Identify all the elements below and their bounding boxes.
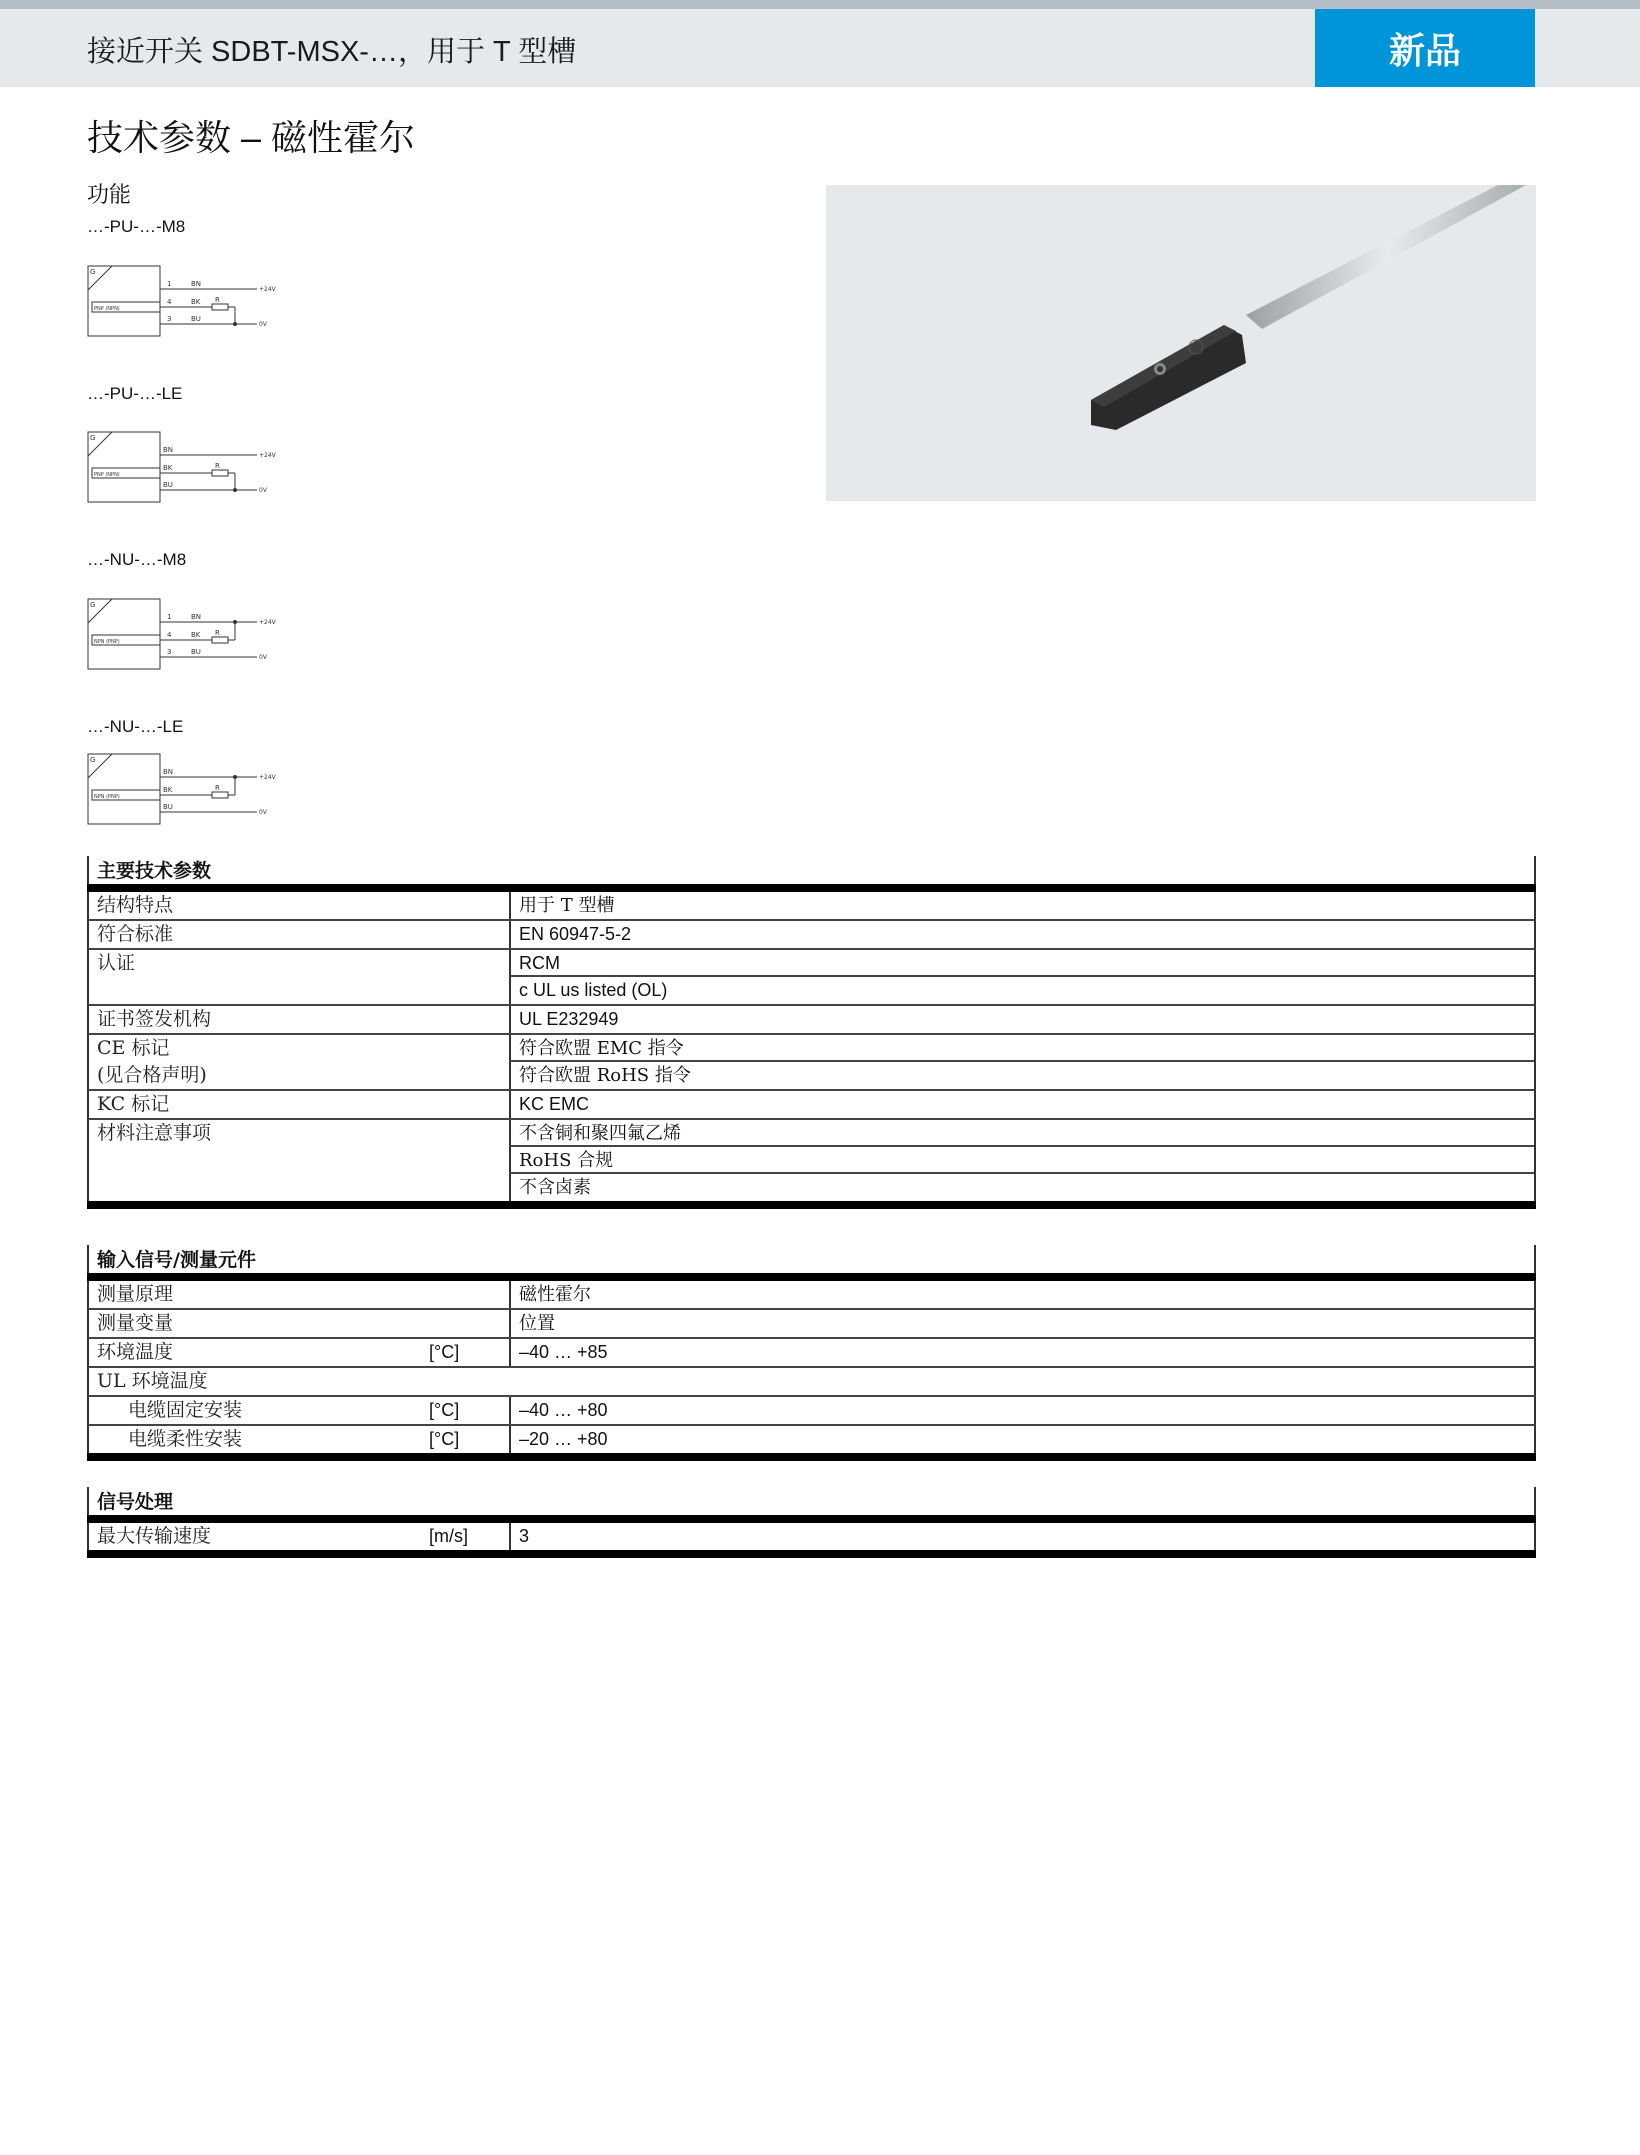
table-title: 信号处理	[87, 1487, 1536, 1515]
svg-text:R: R	[215, 462, 220, 470]
svg-text:G: G	[90, 756, 96, 764]
row-value: c UL us listed (OL)	[509, 977, 1534, 1004]
svg-text:0V: 0V	[259, 321, 267, 328]
row-value	[509, 1368, 1534, 1395]
svg-text:BN: BN	[191, 613, 202, 621]
row-value: –20 … +80	[509, 1426, 1534, 1453]
row-value: 符合欧盟 RoHS 指令	[509, 1062, 1534, 1089]
svg-text:NPN (PNP): NPN (PNP)	[94, 639, 120, 645]
row-unit: [°C]	[429, 1342, 460, 1362]
svg-text:0V: 0V	[259, 654, 267, 661]
table-row	[87, 1339, 1536, 1368]
svg-text:BK: BK	[191, 298, 201, 306]
row-value: EN 60947-5-2	[509, 921, 1534, 948]
row-label: 电缆固定安装	[128, 1399, 243, 1421]
wiring-diagram-pu-m8	[87, 262, 287, 342]
row-value: 用于 T 型槽	[509, 892, 1534, 919]
svg-text:0V: 0V	[259, 809, 267, 816]
svg-text:BU: BU	[163, 481, 173, 489]
row-label: CE 标记	[97, 1037, 170, 1059]
row-value: –40 … +80	[509, 1397, 1534, 1424]
svg-text:BN: BN	[163, 768, 174, 776]
svg-text:+24V: +24V	[259, 286, 276, 293]
variant-label: …-PU-…-LE	[87, 384, 183, 403]
row-label: 证书签发机构	[97, 1008, 212, 1030]
table-row	[87, 1120, 1536, 1147]
product-photo	[826, 185, 1536, 501]
row-label: UL 环境温度	[97, 1370, 208, 1392]
svg-text:1: 1	[167, 613, 172, 621]
svg-text:PNP (NPN): PNP (NPN)	[94, 472, 120, 478]
row-label	[89, 977, 509, 1004]
svg-text:0V: 0V	[259, 487, 267, 494]
wiring-diagram-nu-m8	[87, 595, 287, 675]
row-label: 电缆柔性安装	[128, 1428, 243, 1450]
svg-text:R: R	[215, 629, 220, 637]
row-label: KC 标记	[97, 1093, 170, 1115]
row-label	[89, 1174, 509, 1201]
svg-text:BK: BK	[163, 464, 173, 472]
svg-text:G: G	[90, 601, 96, 609]
svg-text:3: 3	[167, 315, 172, 323]
svg-text:BN: BN	[191, 280, 202, 288]
table-title: 输入信号/测量元件	[87, 1245, 1536, 1273]
table-title: 主要技术参数	[87, 856, 1536, 884]
table-row	[87, 1426, 1536, 1453]
svg-text:3: 3	[167, 648, 172, 656]
svg-text:BU: BU	[163, 803, 173, 811]
wiring-diagram-nu-le	[87, 750, 287, 830]
svg-text:BU: BU	[191, 648, 201, 656]
function-label: 功能	[87, 182, 132, 207]
divider	[87, 1273, 1536, 1281]
row-label: 测量变量	[97, 1312, 174, 1334]
input-signal-table	[87, 1245, 1536, 1461]
divider	[87, 1201, 1536, 1209]
main-specs-table	[87, 856, 1536, 1209]
table-row	[87, 921, 1536, 950]
table-row	[87, 1147, 1536, 1174]
table-row	[87, 977, 1536, 1006]
variant-label: …-NU-…-LE	[87, 717, 184, 736]
svg-text:BN: BN	[163, 446, 174, 454]
table-row	[87, 1368, 1536, 1397]
row-label: 材料注意事项	[97, 1122, 212, 1144]
svg-text:+24V: +24V	[259, 774, 276, 781]
variant-label: …-NU-…-M8	[87, 550, 187, 569]
row-label: 符合标准	[97, 923, 174, 945]
divider	[87, 1550, 1536, 1558]
table-row	[87, 1091, 1536, 1120]
svg-text:+24V: +24V	[259, 452, 276, 459]
wiring-diagram-pu-le	[87, 428, 287, 508]
row-label	[89, 1147, 509, 1174]
row-value: 不含铜和聚四氟乙烯	[509, 1120, 1534, 1147]
svg-text:BK: BK	[163, 786, 173, 794]
divider	[87, 1515, 1536, 1523]
row-label: 测量原理	[97, 1283, 174, 1305]
table-row	[87, 1006, 1536, 1035]
row-value: –40 … +85	[509, 1339, 1534, 1366]
row-unit: [m/s]	[429, 1526, 468, 1546]
variant-label: …-PU-…-M8	[87, 217, 186, 236]
svg-text:PNP (NPN): PNP (NPN)	[94, 306, 120, 312]
svg-text:R: R	[215, 784, 220, 792]
svg-text:BU: BU	[191, 315, 201, 323]
svg-text:G: G	[90, 268, 96, 276]
row-label: (见合格声明)	[97, 1064, 207, 1086]
row-value: UL E232949	[509, 1006, 1534, 1033]
row-value: RCM	[509, 950, 1534, 977]
table-row	[87, 1281, 1536, 1310]
table-row	[87, 892, 1536, 921]
page-title: 技术参数 – 磁性霍尔	[87, 117, 416, 158]
svg-text:NPN (PNP): NPN (PNP)	[94, 794, 120, 800]
svg-text:G: G	[90, 434, 96, 442]
svg-text:1: 1	[167, 280, 172, 288]
new-product-badge: 新品	[1315, 9, 1535, 87]
top-strip	[0, 0, 1640, 9]
table-row	[87, 1174, 1536, 1201]
row-value: KC EMC	[509, 1091, 1534, 1118]
header-title: 接近开关 SDBT-MSX-…，用于 T 型槽	[87, 36, 577, 68]
row-label: 环境温度	[97, 1341, 174, 1363]
row-value: 符合欧盟 EMC 指令	[509, 1035, 1534, 1062]
svg-text:+24V: +24V	[259, 619, 276, 626]
table-row	[87, 1523, 1536, 1550]
divider	[87, 884, 1536, 892]
signal-processing-table	[87, 1487, 1536, 1558]
row-unit: [°C]	[429, 1400, 460, 1420]
row-value: 3	[509, 1523, 1534, 1550]
row-unit: [°C]	[429, 1429, 460, 1449]
divider	[87, 1453, 1536, 1461]
svg-text:4: 4	[167, 298, 172, 306]
row-value: 位置	[509, 1310, 1534, 1337]
svg-text:R: R	[215, 296, 220, 304]
row-label: 结构特点	[97, 894, 174, 916]
table-row	[87, 950, 1536, 977]
table-row	[87, 1310, 1536, 1339]
svg-text:BK: BK	[191, 631, 201, 639]
row-value: 磁性霍尔	[509, 1281, 1534, 1308]
svg-text:4: 4	[167, 631, 172, 639]
table-row	[87, 1062, 1536, 1091]
table-row	[87, 1035, 1536, 1062]
row-value: RoHS 合规	[509, 1147, 1534, 1174]
row-value: 不含卤素	[509, 1174, 1534, 1201]
table-row	[87, 1397, 1536, 1426]
row-label: 认证	[97, 952, 136, 974]
row-label: 最大传输速度	[97, 1525, 212, 1547]
